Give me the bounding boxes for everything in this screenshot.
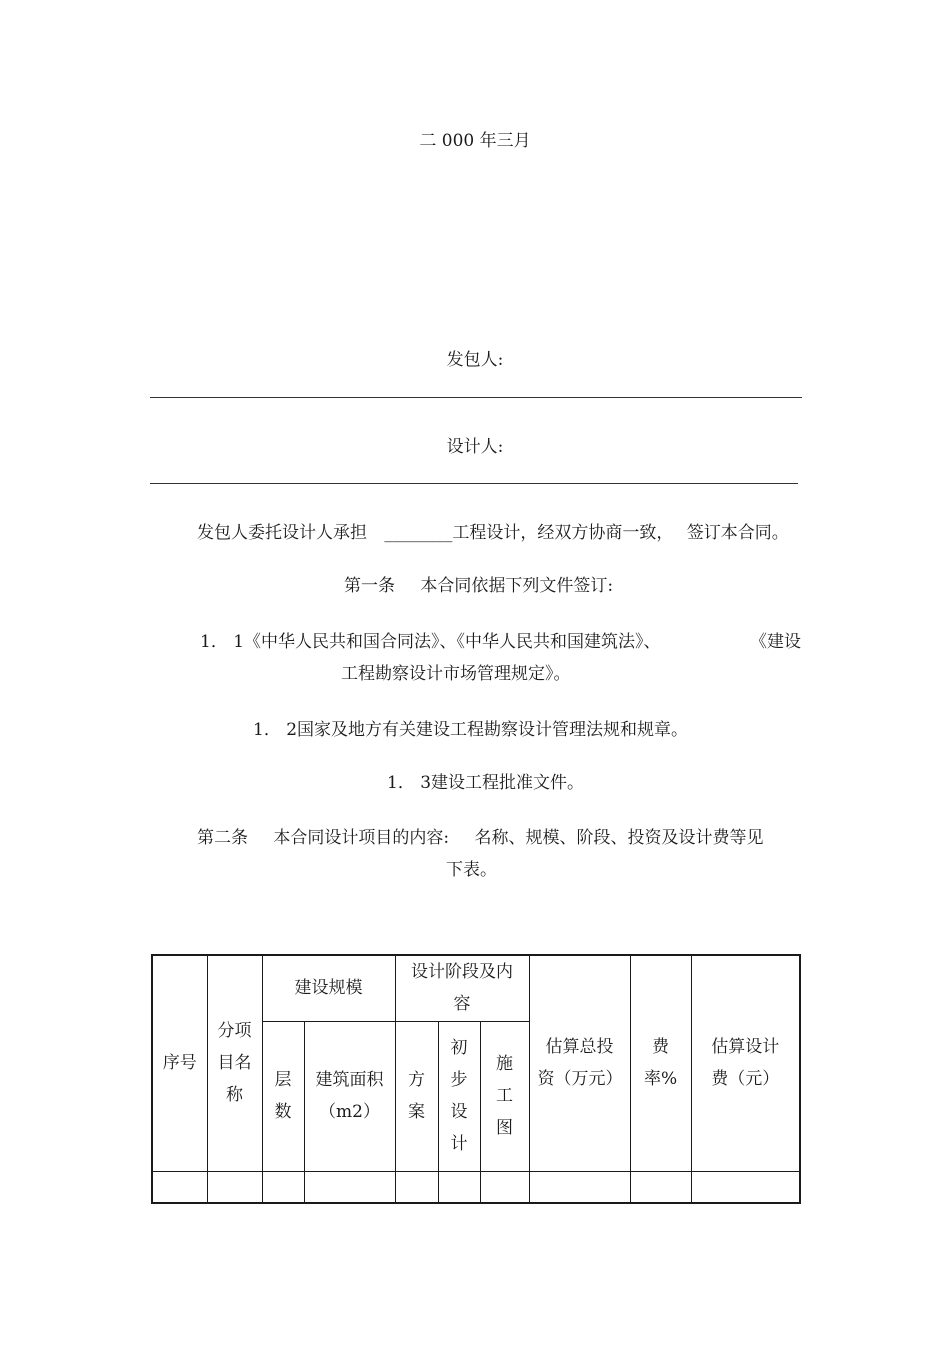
table-row bbox=[152, 1171, 800, 1203]
cell-rate[interactable] bbox=[630, 1171, 691, 1203]
header-scale: 建设规模 bbox=[262, 955, 395, 1021]
header-scheme: 方案 bbox=[395, 1021, 438, 1171]
article2-heading bbox=[197, 823, 764, 848]
header-area: 建筑面积（m2） bbox=[304, 1021, 395, 1171]
designer-signature-line[interactable] bbox=[150, 483, 798, 484]
header-investment: 估算总投资（万元） bbox=[529, 955, 630, 1171]
designer-label: 设计人: bbox=[446, 437, 504, 457]
article1-item1-line1-end: 《建设 bbox=[750, 632, 801, 652]
article2-text2: 名称、规模、阶段、投资及设计费等见 bbox=[474, 828, 764, 848]
article2-text3: 下表。 bbox=[446, 860, 497, 880]
article2-text: 本合同设计项目的内容: bbox=[273, 828, 450, 848]
article1-title: 第一条 bbox=[344, 576, 395, 596]
cell-investment[interactable] bbox=[529, 1171, 630, 1203]
header-item-name: 分项目名称 bbox=[207, 955, 262, 1171]
header-no: 序号 bbox=[152, 955, 207, 1171]
article1-item2: 1． 2国家及地方有关建设工程勘察设计管理法规和规章。 bbox=[253, 720, 689, 740]
cell-no[interactable] bbox=[152, 1171, 207, 1203]
project-name-blank[interactable]: ________ bbox=[384, 523, 453, 543]
client-signature-line[interactable] bbox=[150, 397, 802, 398]
cell-fee[interactable] bbox=[691, 1171, 800, 1203]
article1-item1-line1 bbox=[200, 627, 661, 652]
table-header-row-1 bbox=[152, 955, 800, 1021]
header-stage: 设计阶段及内容 bbox=[395, 955, 529, 1021]
header-fee: 估算设计费（元） bbox=[691, 955, 800, 1171]
cell-floors[interactable] bbox=[262, 1171, 304, 1203]
intro-text-start: 发包人委托设计人承担 bbox=[197, 523, 367, 543]
article1-item1-text: 1． 1《中华人民共和国合同法》、《中华人民共和国建筑法》、 bbox=[200, 632, 661, 652]
header-floors: 层数 bbox=[262, 1021, 304, 1171]
header-construction: 施工图 bbox=[480, 1021, 529, 1171]
intro-text-end: 签订本合同。 bbox=[686, 523, 789, 543]
header-prelim: 初步设计 bbox=[438, 1021, 480, 1171]
article1-heading bbox=[344, 571, 613, 596]
article1-item3: 1． 3建设工程批准文件。 bbox=[387, 773, 585, 793]
cell-prelim[interactable] bbox=[438, 1171, 480, 1203]
header-rate: 费率% bbox=[630, 955, 691, 1171]
article1-item1-line2: 工程勘察设计市场管理规定》。 bbox=[341, 664, 571, 684]
document-date: 二 000 年三月 bbox=[419, 131, 531, 151]
article2-title: 第二条 bbox=[197, 828, 248, 848]
client-label: 发包人: bbox=[446, 350, 504, 370]
article1-text: 本合同依据下列文件签订: bbox=[420, 576, 614, 596]
cell-item-name[interactable] bbox=[207, 1171, 262, 1203]
intro-text-middle: 工程设计，经双方协商一致， bbox=[452, 523, 674, 543]
cell-area[interactable] bbox=[304, 1171, 395, 1203]
cell-scheme[interactable] bbox=[395, 1171, 438, 1203]
design-items-table bbox=[151, 954, 801, 1204]
intro-paragraph bbox=[197, 518, 789, 543]
cell-construction[interactable] bbox=[480, 1171, 529, 1203]
